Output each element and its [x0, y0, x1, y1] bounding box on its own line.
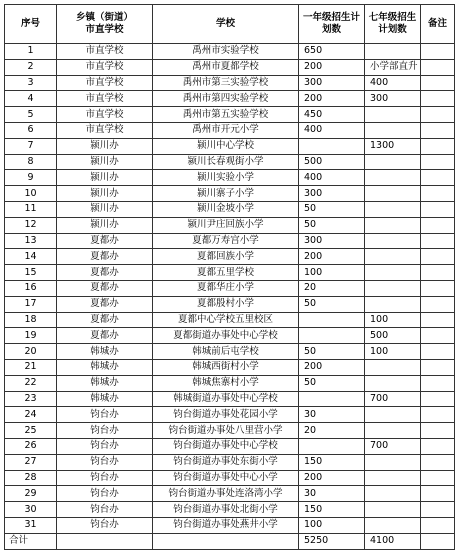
cell-remark	[421, 75, 455, 91]
cell-town: 韩城办	[57, 375, 153, 391]
cell-town: 夏都办	[57, 312, 153, 328]
cell-remark	[421, 280, 455, 296]
cell-grade1	[299, 328, 365, 344]
table-row	[5, 75, 455, 91]
cell-index: 14	[5, 249, 57, 265]
cell-grade7	[365, 170, 421, 186]
cell-remark	[421, 375, 455, 391]
cell-index: 30	[5, 502, 57, 518]
cell-town: 市直学校	[57, 122, 153, 138]
cell-grade1: 50	[299, 217, 365, 233]
cell-town: 钧台办	[57, 438, 153, 454]
cell-school: 夏都回族小学	[153, 249, 299, 265]
total-grade1: 5250	[299, 533, 365, 549]
table-footer	[5, 533, 455, 549]
cell-index: 5	[5, 107, 57, 123]
table-row	[5, 391, 455, 407]
cell-town: 夏都办	[57, 233, 153, 249]
total-school-cell	[153, 533, 299, 549]
cell-index: 1	[5, 44, 57, 60]
cell-index: 12	[5, 217, 57, 233]
cell-grade1: 300	[299, 233, 365, 249]
cell-remark	[421, 186, 455, 202]
cell-grade7: 700	[365, 438, 421, 454]
header-remark: 备注	[421, 5, 455, 44]
cell-town: 钧台办	[57, 502, 153, 518]
header-grade7: 七年级招生计划数	[365, 5, 421, 44]
cell-grade7	[365, 375, 421, 391]
cell-grade1: 500	[299, 154, 365, 170]
cell-town: 钧台办	[57, 423, 153, 439]
cell-index: 20	[5, 344, 57, 360]
table-row	[5, 375, 455, 391]
table-row	[5, 328, 455, 344]
cell-grade1	[299, 438, 365, 454]
cell-index: 31	[5, 517, 57, 533]
cell-school: 颍川实验小学	[153, 170, 299, 186]
cell-grade1: 150	[299, 454, 365, 470]
cell-school: 颍川寨子小学	[153, 186, 299, 202]
cell-grade7	[365, 502, 421, 518]
cell-grade1: 450	[299, 107, 365, 123]
cell-town: 颍川办	[57, 154, 153, 170]
cell-remark	[421, 122, 455, 138]
cell-town: 市直学校	[57, 44, 153, 60]
cell-index: 7	[5, 138, 57, 154]
cell-school: 禹州市第四实验学校	[153, 91, 299, 107]
cell-school: 夏都五里学校	[153, 265, 299, 281]
total-row	[5, 533, 455, 549]
cell-remark	[421, 344, 455, 360]
cell-grade7	[365, 470, 421, 486]
cell-school: 禹州市开元小学	[153, 122, 299, 138]
cell-remark	[421, 517, 455, 533]
cell-remark	[421, 486, 455, 502]
cell-grade1: 400	[299, 170, 365, 186]
cell-remark	[421, 154, 455, 170]
cell-school: 禹州市实验学校	[153, 44, 299, 60]
cell-school: 钧台街道办事处中心小学	[153, 470, 299, 486]
cell-remark	[421, 44, 455, 60]
total-town-cell	[57, 533, 153, 549]
cell-index: 22	[5, 375, 57, 391]
cell-grade1: 200	[299, 359, 365, 375]
cell-index: 26	[5, 438, 57, 454]
cell-index: 11	[5, 201, 57, 217]
cell-remark	[421, 265, 455, 281]
table-header	[5, 5, 455, 44]
cell-grade7: 100	[365, 312, 421, 328]
table-row	[5, 517, 455, 533]
cell-grade1: 50	[299, 375, 365, 391]
cell-remark	[421, 438, 455, 454]
table-row	[5, 454, 455, 470]
cell-town: 颍川办	[57, 138, 153, 154]
table-row	[5, 280, 455, 296]
table-row	[5, 91, 455, 107]
cell-remark	[421, 470, 455, 486]
cell-town: 钧台办	[57, 407, 153, 423]
cell-grade7	[365, 44, 421, 60]
cell-grade7	[365, 122, 421, 138]
cell-remark	[421, 296, 455, 312]
table-row	[5, 59, 455, 75]
cell-grade7	[365, 233, 421, 249]
cell-index: 9	[5, 170, 57, 186]
cell-remark	[421, 312, 455, 328]
cell-town: 颍川办	[57, 217, 153, 233]
cell-grade1: 200	[299, 249, 365, 265]
cell-remark	[421, 59, 455, 75]
table-row	[5, 186, 455, 202]
cell-remark	[421, 407, 455, 423]
cell-index: 28	[5, 470, 57, 486]
cell-remark	[421, 107, 455, 123]
cell-town: 市直学校	[57, 91, 153, 107]
cell-grade1: 200	[299, 470, 365, 486]
cell-index: 6	[5, 122, 57, 138]
cell-school: 钧台街道办事处中心学校	[153, 438, 299, 454]
cell-index: 19	[5, 328, 57, 344]
table-body	[5, 44, 455, 534]
cell-grade1: 200	[299, 59, 365, 75]
cell-town: 钧台办	[57, 454, 153, 470]
cell-school: 韩城前后屯学校	[153, 344, 299, 360]
cell-grade1: 650	[299, 44, 365, 60]
header-index: 序号	[5, 5, 57, 44]
cell-town: 钧台办	[57, 486, 153, 502]
cell-remark	[421, 233, 455, 249]
table-row	[5, 470, 455, 486]
cell-town: 颍川办	[57, 186, 153, 202]
cell-school: 钧台街道办事处连洛湾小学	[153, 486, 299, 502]
cell-grade7: 1300	[365, 138, 421, 154]
cell-grade1: 20	[299, 423, 365, 439]
cell-school: 钧台街道办事处花园小学	[153, 407, 299, 423]
table-row	[5, 423, 455, 439]
cell-index: 27	[5, 454, 57, 470]
cell-index: 10	[5, 186, 57, 202]
total-remark-cell	[421, 533, 455, 549]
cell-index: 2	[5, 59, 57, 75]
cell-remark	[421, 423, 455, 439]
cell-school: 夏都街道办事处中心学校	[153, 328, 299, 344]
cell-grade1	[299, 391, 365, 407]
cell-grade7	[365, 107, 421, 123]
header-row	[5, 5, 455, 44]
cell-remark	[421, 170, 455, 186]
cell-grade1	[299, 312, 365, 328]
cell-town: 市直学校	[57, 59, 153, 75]
table-row	[5, 107, 455, 123]
cell-school: 颍川长春观街小学	[153, 154, 299, 170]
cell-grade7	[365, 407, 421, 423]
cell-grade7	[365, 359, 421, 375]
cell-grade7: 300	[365, 91, 421, 107]
cell-index: 13	[5, 233, 57, 249]
cell-school: 钧台街道办事处燕井小学	[153, 517, 299, 533]
cell-remark	[421, 328, 455, 344]
table-row	[5, 312, 455, 328]
cell-grade1: 50	[299, 344, 365, 360]
cell-index: 18	[5, 312, 57, 328]
cell-school: 颍川中心学校	[153, 138, 299, 154]
cell-grade7	[365, 486, 421, 502]
cell-grade7: 小学部直升	[365, 59, 421, 75]
cell-school: 夏都殷村小学	[153, 296, 299, 312]
table-row	[5, 154, 455, 170]
cell-school: 禹州市夏都学校	[153, 59, 299, 75]
table-row	[5, 201, 455, 217]
cell-remark	[421, 249, 455, 265]
cell-remark	[421, 138, 455, 154]
cell-grade1: 300	[299, 186, 365, 202]
cell-grade7	[365, 186, 421, 202]
cell-grade7	[365, 280, 421, 296]
total-label: 合计	[5, 533, 57, 549]
cell-index: 21	[5, 359, 57, 375]
cell-school: 禹州市第五实验学校	[153, 107, 299, 123]
cell-school: 钧台街道办事处东街小学	[153, 454, 299, 470]
cell-school: 夏都中心学校五里校区	[153, 312, 299, 328]
table-row	[5, 217, 455, 233]
table-row	[5, 44, 455, 60]
header-school: 学校	[153, 5, 299, 44]
table-row	[5, 407, 455, 423]
cell-grade7: 100	[365, 344, 421, 360]
cell-town: 韩城办	[57, 359, 153, 375]
table-row	[5, 233, 455, 249]
cell-school: 韩城西街村小学	[153, 359, 299, 375]
cell-remark	[421, 91, 455, 107]
cell-school: 颍川金坡小学	[153, 201, 299, 217]
table-row	[5, 502, 455, 518]
cell-town: 颍川办	[57, 201, 153, 217]
cell-school: 夏都万寿宫小学	[153, 233, 299, 249]
cell-town: 颍川办	[57, 170, 153, 186]
cell-town: 市直学校	[57, 75, 153, 91]
cell-remark	[421, 201, 455, 217]
cell-town: 市直学校	[57, 107, 153, 123]
cell-grade1: 20	[299, 280, 365, 296]
total-grade7: 4100	[365, 533, 421, 549]
cell-school: 颍川尹庄回族小学	[153, 217, 299, 233]
cell-grade1: 30	[299, 486, 365, 502]
table-row	[5, 486, 455, 502]
cell-town: 夏都办	[57, 296, 153, 312]
cell-grade7	[365, 454, 421, 470]
table-row	[5, 170, 455, 186]
table-row	[5, 438, 455, 454]
table-row	[5, 296, 455, 312]
cell-town: 钧台办	[57, 470, 153, 486]
cell-grade7	[365, 217, 421, 233]
cell-index: 24	[5, 407, 57, 423]
cell-remark	[421, 217, 455, 233]
table-row	[5, 138, 455, 154]
cell-grade7	[365, 423, 421, 439]
cell-grade1: 50	[299, 201, 365, 217]
cell-remark	[421, 359, 455, 375]
cell-index: 15	[5, 265, 57, 281]
cell-index: 4	[5, 91, 57, 107]
cell-town: 韩城办	[57, 391, 153, 407]
enrollment-plan-table	[4, 4, 455, 550]
cell-remark	[421, 454, 455, 470]
cell-school: 禹州市第三实验学校	[153, 75, 299, 91]
cell-grade7	[365, 517, 421, 533]
cell-grade1	[299, 138, 365, 154]
cell-grade7: 700	[365, 391, 421, 407]
cell-grade7	[365, 296, 421, 312]
cell-grade1: 200	[299, 91, 365, 107]
table-row	[5, 122, 455, 138]
cell-town: 夏都办	[57, 328, 153, 344]
table-row	[5, 265, 455, 281]
cell-town: 钧台办	[57, 517, 153, 533]
cell-school: 钧台街道办事处北街小学	[153, 502, 299, 518]
cell-grade1: 50	[299, 296, 365, 312]
cell-grade1: 400	[299, 122, 365, 138]
cell-grade7	[365, 265, 421, 281]
cell-index: 3	[5, 75, 57, 91]
cell-grade1: 30	[299, 407, 365, 423]
table-row	[5, 249, 455, 265]
cell-index: 8	[5, 154, 57, 170]
cell-index: 29	[5, 486, 57, 502]
cell-town: 韩城办	[57, 344, 153, 360]
cell-index: 23	[5, 391, 57, 407]
header-town: 乡镇（街道） 市直学校	[57, 5, 153, 44]
cell-grade7	[365, 154, 421, 170]
cell-town: 夏都办	[57, 265, 153, 281]
cell-grade7: 500	[365, 328, 421, 344]
cell-town: 夏都办	[57, 249, 153, 265]
cell-remark	[421, 502, 455, 518]
cell-grade1: 300	[299, 75, 365, 91]
cell-school: 钧台街道办事处八里营小学	[153, 423, 299, 439]
cell-grade7	[365, 201, 421, 217]
cell-remark	[421, 391, 455, 407]
cell-grade1: 100	[299, 517, 365, 533]
cell-index: 25	[5, 423, 57, 439]
cell-school: 韩城街道办事处中心学校	[153, 391, 299, 407]
table-row	[5, 344, 455, 360]
table-row	[5, 359, 455, 375]
cell-index: 17	[5, 296, 57, 312]
cell-town: 夏都办	[57, 280, 153, 296]
cell-grade7	[365, 249, 421, 265]
cell-index: 16	[5, 280, 57, 296]
cell-grade1: 150	[299, 502, 365, 518]
cell-grade7: 400	[365, 75, 421, 91]
header-grade1: 一年级招生计划数	[299, 5, 365, 44]
cell-school: 夏都华庄小学	[153, 280, 299, 296]
cell-grade1: 100	[299, 265, 365, 281]
cell-school: 韩城焦寨村小学	[153, 375, 299, 391]
